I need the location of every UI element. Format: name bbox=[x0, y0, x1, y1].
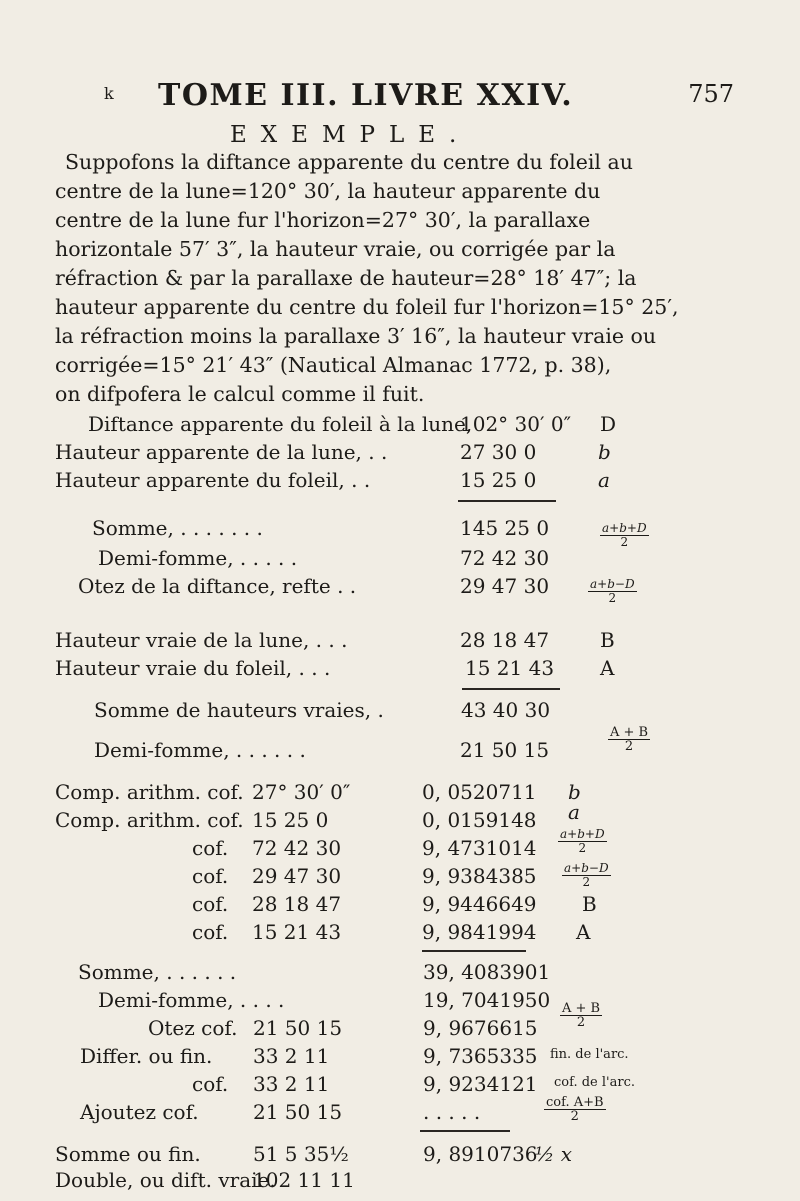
row-label: Otez de la diftance, refte . . bbox=[78, 574, 357, 598]
row-tag: D bbox=[600, 412, 617, 436]
sum-rule bbox=[462, 688, 560, 690]
row-value: 72 42 30 bbox=[460, 546, 550, 570]
row-angle: 102 11 11 bbox=[253, 1168, 355, 1192]
row-log: 9, 7365335 bbox=[423, 1044, 538, 1068]
paragraph-line: centre de la lune=120° 30′, la hauteur apparente du bbox=[55, 179, 601, 203]
running-header bbox=[104, 78, 760, 114]
row-angle: 33 2 11 bbox=[253, 1044, 330, 1068]
fraction-label bbox=[608, 726, 650, 753]
row-label: cof. bbox=[192, 920, 229, 944]
fraction-label bbox=[562, 862, 611, 889]
fraction-numerator: a+b−D bbox=[564, 861, 609, 875]
row-log: 9, 9676615 bbox=[423, 1016, 538, 1040]
row-angle: 29 47 30 bbox=[252, 864, 342, 888]
fraction-label bbox=[588, 578, 637, 605]
paragraph-line: on difpofera le calcul comme il fuit. bbox=[55, 382, 425, 406]
fraction-denominator: 2 bbox=[608, 591, 617, 605]
fraction-numerator: A + B bbox=[562, 1001, 601, 1016]
row-tag: B bbox=[582, 892, 597, 916]
row-tag: A bbox=[576, 920, 591, 944]
row-tag: A bbox=[600, 656, 615, 680]
row-angle: 21 50 15 bbox=[253, 1100, 343, 1124]
row-log: 0, 0159148 bbox=[422, 808, 537, 832]
row-log: 9, 9446649 bbox=[422, 892, 537, 916]
row-log: 19, 7041950 bbox=[423, 988, 551, 1012]
fraction-label bbox=[544, 1096, 606, 1123]
sum-rule bbox=[458, 500, 556, 502]
section-heading: EXEMPLE. bbox=[230, 122, 471, 148]
fraction-denominator: 2 bbox=[570, 1109, 579, 1124]
row-angle: 21 50 15 bbox=[253, 1016, 343, 1040]
row-label: Demi-fomme, . . . . . bbox=[98, 546, 298, 570]
row-angle: 15 25 0 bbox=[252, 808, 329, 832]
body-paragraph bbox=[55, 148, 755, 409]
row-value: 145 25 0 bbox=[460, 516, 550, 540]
row-label: Comp. arithm. cof. bbox=[55, 780, 244, 804]
row-label: cof. bbox=[192, 892, 229, 916]
row-label: Demi-fomme, . . . . . . bbox=[94, 738, 306, 762]
row-log: 9, 4731014 bbox=[422, 836, 537, 860]
row-label: Otez cof. bbox=[148, 1016, 238, 1040]
row-tag: a bbox=[598, 468, 610, 492]
row-angle: 33 2 11 bbox=[253, 1072, 330, 1096]
row-value: 15 25 0 bbox=[460, 468, 537, 492]
row-label: cof. bbox=[192, 864, 229, 888]
row-label: Somme ou fin. bbox=[55, 1142, 201, 1166]
row-tag: a bbox=[568, 800, 580, 824]
row-label: Diftance apparente du foleil à la lune, bbox=[88, 412, 473, 436]
row-label: Hauteur apparente du foleil, . . bbox=[55, 468, 371, 492]
fraction-denominator: 2 bbox=[582, 875, 591, 889]
paragraph-line: centre de la lune fur l'horizon=27° 30′, la parallaxe bbox=[55, 208, 591, 232]
row-tag: ½ x bbox=[535, 1142, 573, 1166]
paragraph-line: hauteur apparente du centre du foleil fur l'horizon=15° 25′, bbox=[55, 295, 679, 319]
row-label: cof. bbox=[192, 1072, 229, 1096]
row-angle: 51 5 35½ bbox=[253, 1142, 349, 1166]
fraction-numerator: A + B bbox=[610, 725, 649, 740]
fraction-numerator: a+b−D bbox=[590, 577, 635, 591]
row-label: Differ. ou fin. bbox=[80, 1044, 213, 1068]
row-value: 27 30 0 bbox=[460, 440, 537, 464]
paragraph-line: réfraction & par la parallaxe de hauteur=28° 18′ 47″; la bbox=[55, 266, 637, 290]
row-label: Hauteur vraie du foleil, . . . bbox=[55, 656, 331, 680]
paragraph-line: horizontale 57′ 3″, la hauteur vraie, ou corrigée par la bbox=[55, 237, 616, 261]
row-log: . . . . . bbox=[423, 1100, 481, 1124]
row-log: 9, 9234121 bbox=[423, 1072, 538, 1096]
row-angle: 27° 30′ 0″ bbox=[252, 780, 351, 804]
fraction-label bbox=[560, 1002, 602, 1029]
row-value: 15 21 43 bbox=[465, 656, 555, 680]
paragraph-line: la réfraction moins la parallaxe 3′ 16″, la hauteur vraie ou bbox=[55, 324, 657, 348]
row-log: 0, 0520711 bbox=[422, 780, 537, 804]
fraction-denominator: 2 bbox=[624, 739, 634, 754]
row-log: 9, 8910736 bbox=[423, 1142, 538, 1166]
row-value: 28 18 47 bbox=[460, 628, 550, 652]
fraction-denominator: 2 bbox=[578, 841, 587, 855]
row-value: 21 50 15 bbox=[460, 738, 550, 762]
row-value: 102° 30′ 0″ bbox=[460, 412, 572, 436]
paragraph-line: Suppofons la diftance apparente du centre du foleil au bbox=[65, 150, 633, 174]
row-label: Somme, . . . . . . bbox=[78, 960, 237, 984]
row-value: 43 40 30 bbox=[461, 698, 551, 722]
fraction-label bbox=[558, 828, 607, 855]
sum-rule bbox=[420, 1130, 510, 1132]
row-value: 29 47 30 bbox=[460, 574, 550, 598]
row-tag: b bbox=[598, 440, 611, 464]
fraction-denominator: 2 bbox=[620, 535, 629, 549]
row-label: Comp. arithm. cof. bbox=[55, 808, 244, 832]
fraction-numerator: cof. A+B bbox=[546, 1095, 604, 1110]
row-log: 39, 4083901 bbox=[423, 960, 551, 984]
paragraph-line: corrigée=15° 21′ 43″ (Nautical Almanac 1772, p. 38), bbox=[55, 353, 612, 377]
row-label: Double, ou dift. vraie. bbox=[55, 1168, 276, 1192]
corner-mark: k bbox=[104, 84, 114, 103]
row-label: cof. bbox=[192, 836, 229, 860]
row-note: fin. de l'arc. bbox=[550, 1047, 629, 1062]
row-angle: 28 18 47 bbox=[252, 892, 342, 916]
sum-rule bbox=[422, 950, 526, 952]
fraction-label bbox=[600, 522, 649, 549]
row-label: Ajoutez cof. bbox=[80, 1100, 199, 1124]
page-number: 757 bbox=[688, 80, 734, 108]
header-title: TOME III. LIVRE XXIV. bbox=[158, 78, 574, 113]
row-label: Somme, . . . . . . . bbox=[92, 516, 263, 540]
row-tag: B bbox=[600, 628, 615, 652]
row-tag: b bbox=[568, 780, 581, 804]
row-label: Hauteur apparente de la lune, . . bbox=[55, 440, 388, 464]
row-log: 9, 9841994 bbox=[422, 920, 537, 944]
row-note: cof. de l'arc. bbox=[554, 1075, 635, 1090]
row-angle: 15 21 43 bbox=[252, 920, 342, 944]
fraction-numerator: a+b+D bbox=[602, 521, 647, 535]
row-log: 9, 9384385 bbox=[422, 864, 537, 888]
fraction-denominator: 2 bbox=[576, 1015, 586, 1030]
row-label: Hauteur vraie de la lune, . . . bbox=[55, 628, 348, 652]
row-label: Demi-fomme, . . . . bbox=[98, 988, 285, 1012]
fraction-numerator: a+b+D bbox=[560, 827, 605, 841]
row-angle: 72 42 30 bbox=[252, 836, 342, 860]
row-label: Somme de hauteurs vraies, . bbox=[94, 698, 384, 722]
